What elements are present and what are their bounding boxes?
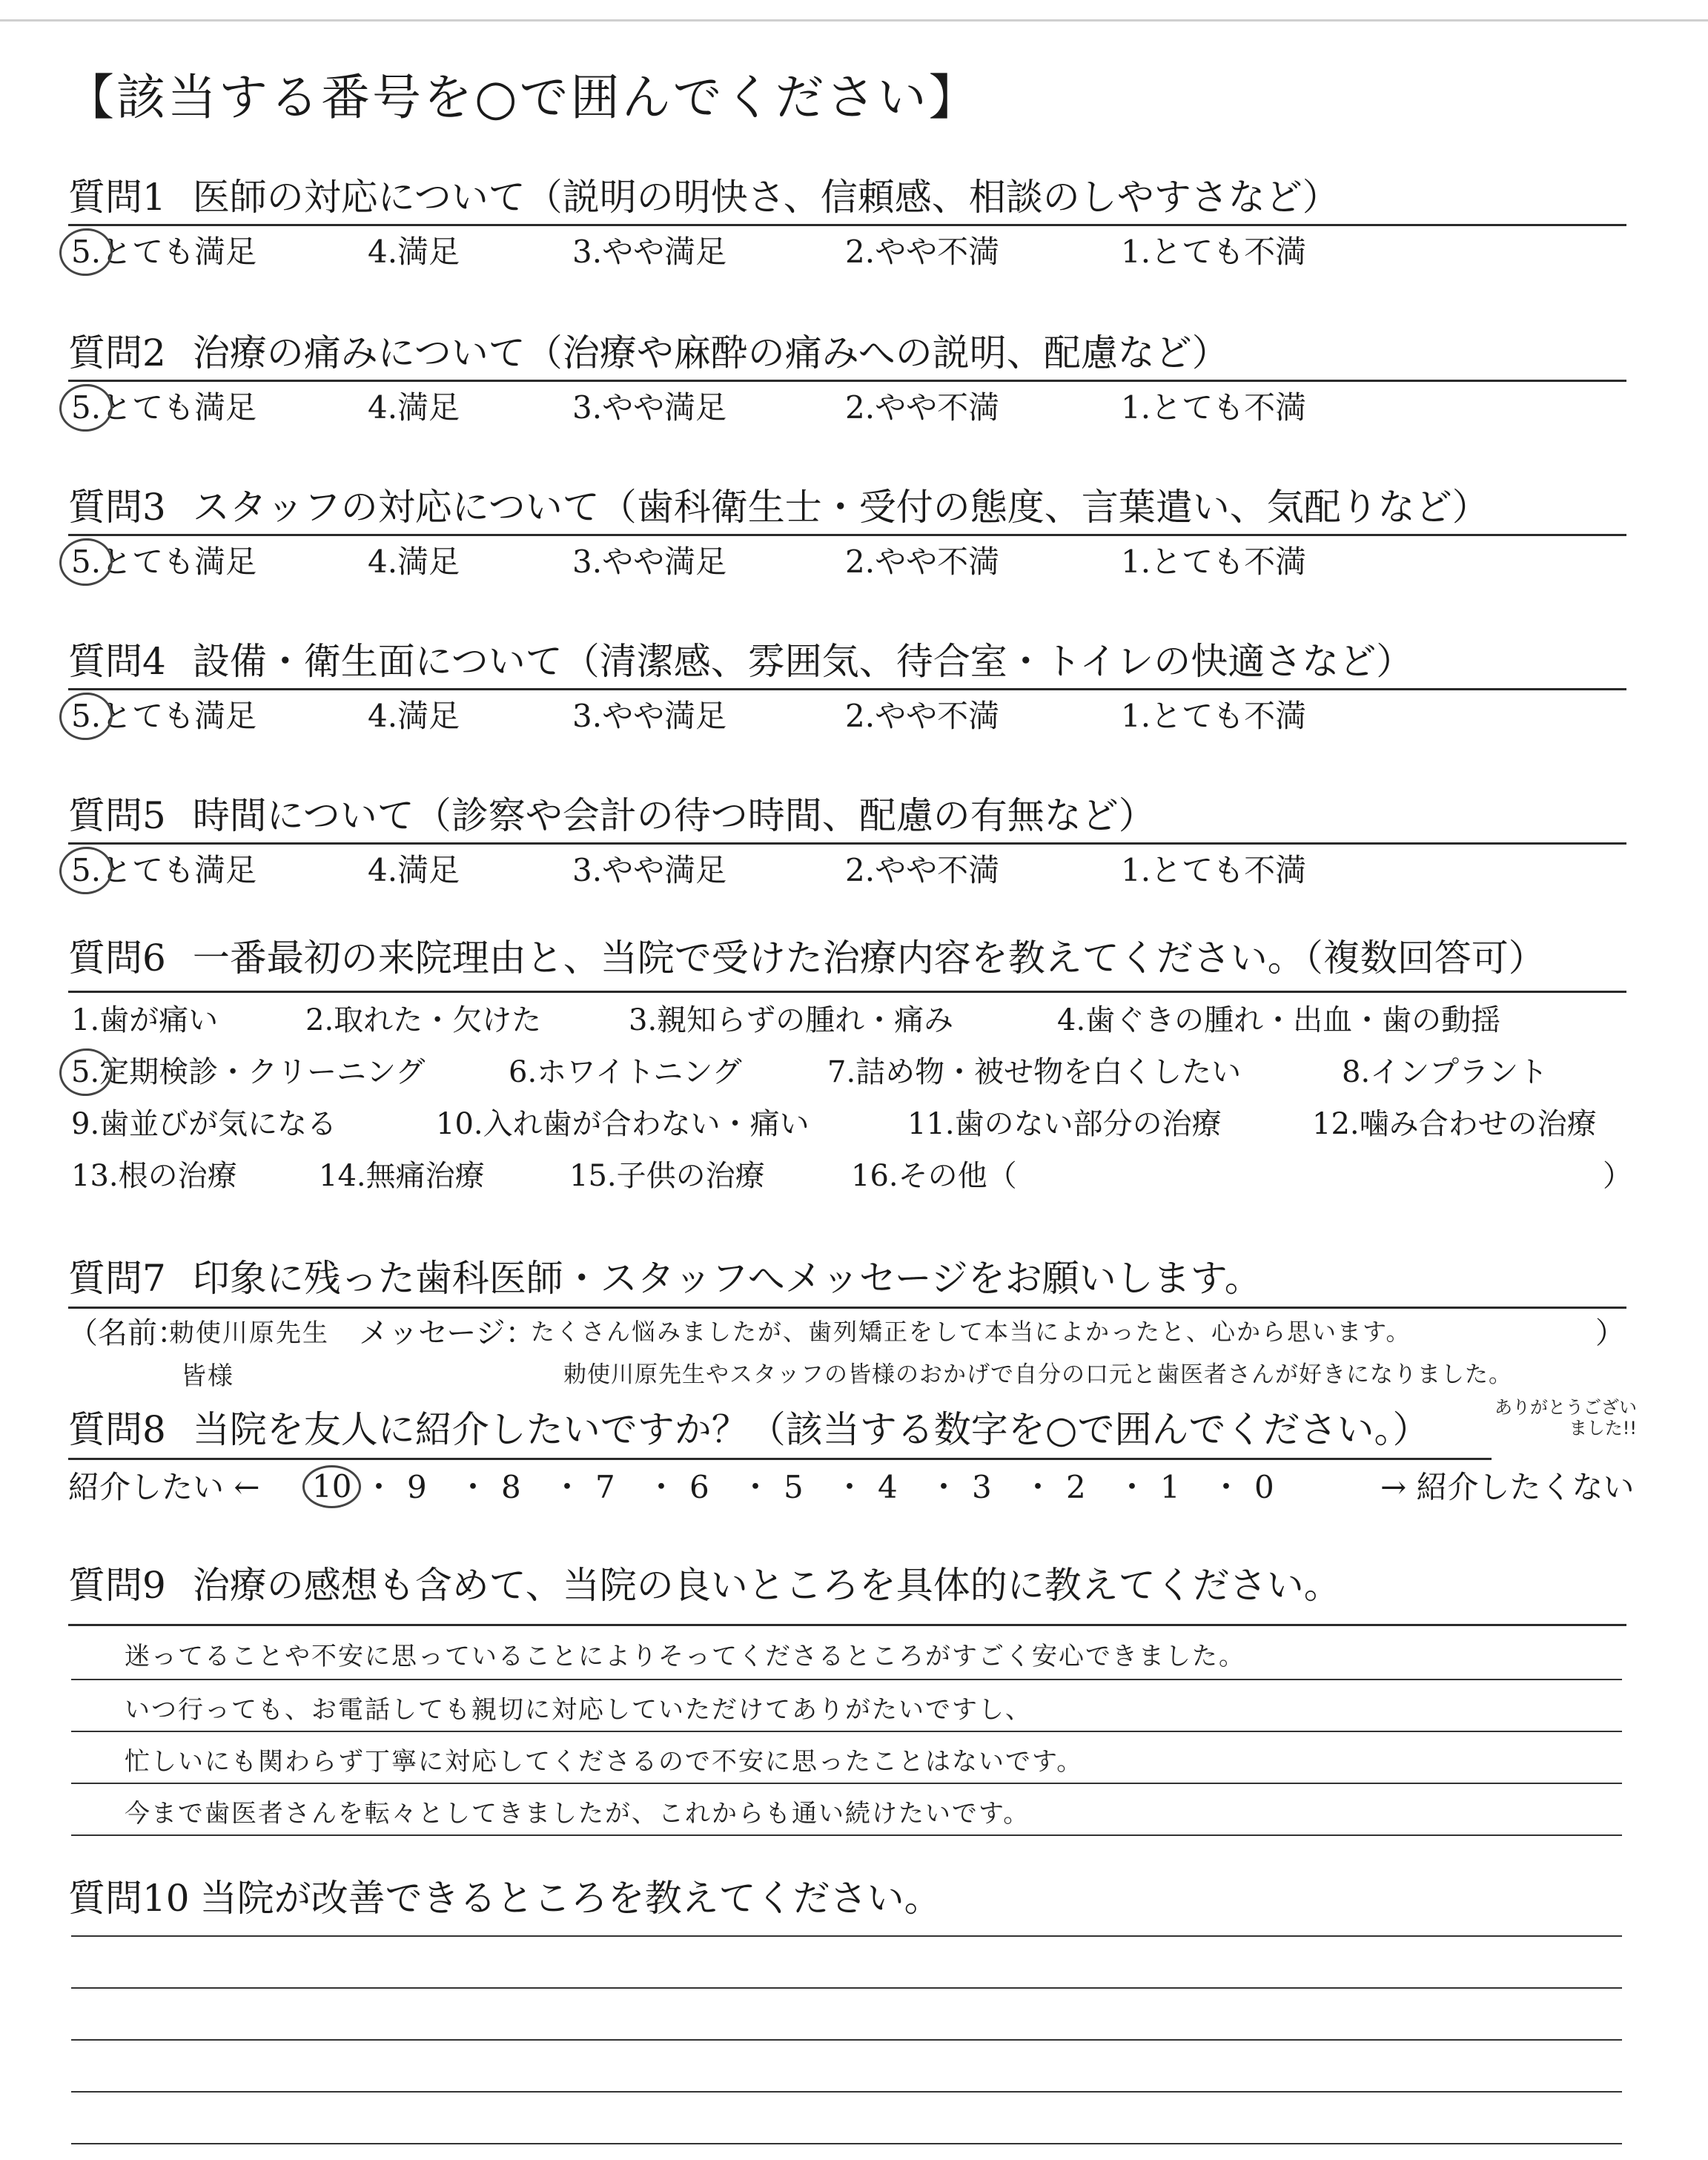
q9-answer-line-2[interactable]: いつ行っても、お電話しても親切に対応していただけてありがたいですし、 xyxy=(125,1695,1032,1725)
q6-option-3[interactable]: 3.親知らずの腫れ・痛み xyxy=(629,1003,954,1037)
question-8-number: 質問8 xyxy=(68,1408,166,1451)
scale-value-0[interactable]: 0 xyxy=(1254,1469,1274,1505)
q7-message-handwritten-3[interactable]: ありがとうございました!! xyxy=(1494,1397,1637,1439)
q6-option-16-close: ） xyxy=(1603,1159,1632,1193)
rating-option-2[interactable]: 2.やや不満 xyxy=(845,389,1000,426)
rating-option-3[interactable]: 3.やや満足 xyxy=(572,852,727,888)
survey-heading: 【該当する番号を○で囲んでください】 xyxy=(65,69,980,126)
question-6-title xyxy=(68,936,1546,980)
q6-option-16[interactable]: 16.その他（ xyxy=(851,1159,1017,1193)
rating-option-3[interactable]: 3.やや満足 xyxy=(572,544,727,580)
q7-message-handwritten-1[interactable]: たくさん悩みましたが、歯列矯正をして本当によかったと、心から思います。 xyxy=(531,1318,1411,1346)
q6-option-9[interactable]: 9.歯並びが気になる xyxy=(71,1107,337,1141)
scale-value-3[interactable]: 3 xyxy=(972,1469,992,1505)
question-7-title xyxy=(68,1256,1262,1301)
q10-writing-line-2[interactable] xyxy=(71,1987,1622,1989)
scale-separator-dot: ・ xyxy=(552,1469,583,1505)
q6-option-15[interactable]: 15.子供の治療 xyxy=(569,1159,765,1193)
q9-writing-line-2 xyxy=(71,1731,1622,1732)
q9-writing-line-3 xyxy=(71,1783,1622,1784)
question-7-number: 質問7 xyxy=(68,1257,166,1300)
question-7-text: 印象に残った歯科医師・スタッフへメッセージをお願いします。 xyxy=(192,1257,1262,1300)
scale-separator-dot: ・ xyxy=(457,1469,489,1505)
rating-option-3[interactable]: 3.やや満足 xyxy=(572,234,727,270)
question-3-rule xyxy=(68,534,1626,536)
question-10-text: 当院が改善できるところを教えてください。 xyxy=(199,1877,941,1920)
question-5-rule xyxy=(68,842,1626,845)
rating-option-1[interactable]: 1.とても不満 xyxy=(1121,698,1307,734)
question-9-text: 治療の感想も含めて、当院の良いところを具体的に教えてください。 xyxy=(192,1564,1341,1607)
scale-value-8[interactable]: 8 xyxy=(501,1469,521,1505)
question-4-title xyxy=(68,639,1413,684)
question-9-title xyxy=(68,1563,1341,1608)
q6-option-6[interactable]: 6.ホワイトニング xyxy=(509,1055,742,1089)
scale-value-5[interactable]: 5 xyxy=(784,1469,804,1505)
q6-option-1[interactable]: 1.歯が痛い xyxy=(71,1003,219,1037)
q10-writing-line-1[interactable] xyxy=(71,1935,1622,1937)
question-1-text: 医師の対応について（説明の明快さ、信頼感、相談のしやすさなど） xyxy=(192,176,1340,219)
rating-option-1[interactable]: 1.とても不満 xyxy=(1121,389,1307,426)
scan-edge xyxy=(0,19,1708,22)
question-3-text: スタッフの対応について（歯科衛生士・受付の態度、言葉遣い、気配りなど） xyxy=(192,486,1489,529)
rating-option-3[interactable]: 3.やや満足 xyxy=(572,389,727,426)
q9-answer-line-1[interactable]: 迷ってることや不安に思っていることによりそってくださるところがすごく安心できました。 xyxy=(125,1642,1245,1671)
scale-separator-dot: ・ xyxy=(834,1469,866,1505)
rating-option-5[interactable]: 5.とても満足 xyxy=(71,389,256,427)
question-1-title xyxy=(68,175,1340,219)
selected-circle-mark xyxy=(57,1046,115,1098)
scale-value-10[interactable]: 10 xyxy=(302,1465,361,1508)
question-6-rule xyxy=(68,991,1626,993)
rating-option-1[interactable]: 1.とても不満 xyxy=(1121,234,1307,270)
question-2-number: 質問2 xyxy=(68,331,166,374)
q9-writing-line-4 xyxy=(71,1834,1622,1836)
question-5-text: 時間について（診察や会計の待つ時間、配慮の有無など） xyxy=(192,794,1156,837)
question-1-number: 質問1 xyxy=(68,176,166,219)
scale-separator-dot: ・ xyxy=(363,1469,395,1505)
q6-option-8[interactable]: 8.インプラント xyxy=(1342,1055,1549,1089)
rating-option-4[interactable]: 4.満足 xyxy=(368,544,460,580)
scale-right-label: → 紹介したくない xyxy=(1380,1469,1635,1505)
rating-option-5[interactable]: 5.とても満足 xyxy=(71,543,256,581)
q7-message-handwritten-2[interactable]: 勅使川原先生やスタッフの皆様のおかげで自分の口元と歯医者さんが好きになりました。 xyxy=(563,1361,1512,1388)
question-4-number: 質問4 xyxy=(68,640,166,683)
q9-answer-line-4[interactable]: 今まで歯医者さんを転々としてきましたが、これからも通い続けたいです。 xyxy=(125,1799,1030,1829)
rating-option-4[interactable]: 4.満足 xyxy=(368,698,460,734)
q7-name-handwritten-1[interactable]: 勅使川原先生 xyxy=(169,1318,329,1348)
q6-option-14[interactable]: 14.無痛治療 xyxy=(319,1159,485,1193)
question-10-number: 質問10 xyxy=(68,1877,190,1920)
q6-option-13[interactable]: 13.根の治療 xyxy=(71,1159,237,1193)
scale-separator-dot: ・ xyxy=(1022,1469,1054,1505)
question-4-rule xyxy=(68,688,1626,690)
q6-option-5[interactable]: 5.定期検診・クリーニング xyxy=(71,1053,425,1091)
q10-writing-line-4[interactable] xyxy=(71,2091,1622,2093)
question-8-title xyxy=(68,1407,1429,1452)
rating-option-5[interactable]: 5.とても満足 xyxy=(71,233,256,271)
scale-value-4[interactable]: 4 xyxy=(878,1469,898,1505)
scale-separator-dot: ・ xyxy=(1211,1469,1242,1505)
question-9-rule xyxy=(68,1624,1626,1626)
question-6-number: 質問6 xyxy=(68,937,166,980)
question-4-text: 設備・衛生面について（清潔感、雰囲気、待合室・トイレの快適さなど） xyxy=(192,640,1414,683)
question-2-rule xyxy=(68,380,1626,382)
question-2-title xyxy=(68,331,1229,375)
question-3-title xyxy=(68,485,1489,529)
q6-option-4[interactable]: 4.歯ぐきの腫れ・出血・歯の動揺 xyxy=(1057,1003,1501,1037)
scale-value-2[interactable]: 2 xyxy=(1066,1469,1086,1505)
rating-option-1[interactable]: 1.とても不満 xyxy=(1121,852,1307,888)
question-8-text: 当院を友人に紹介したいですか？（該当する数字を○で囲んでください。） xyxy=(192,1408,1430,1451)
q6-option-11[interactable]: 11.歯のない部分の治療 xyxy=(907,1107,1222,1141)
question-5-title xyxy=(68,793,1156,838)
question-6-text: 一番最初の来院理由と、当院で受けた治療内容を教えてください。（複数回答可） xyxy=(192,937,1546,980)
scale-left-label: 紹介したい ← xyxy=(68,1469,260,1505)
rating-option-4[interactable]: 4.満足 xyxy=(368,389,460,426)
scale-value-9[interactable]: 9 xyxy=(407,1469,427,1505)
q6-option-12[interactable]: 12.噛み合わせの治療 xyxy=(1312,1107,1597,1141)
q9-answer-line-3[interactable]: 忙しいにも関わらず丁寧に対応してくださるので不安に思ったことはないです。 xyxy=(125,1747,1084,1777)
rating-option-5[interactable]: 5.とても満足 xyxy=(71,851,256,890)
rating-option-2[interactable]: 2.やや不満 xyxy=(845,698,1000,734)
scale-value-1[interactable]: 1 xyxy=(1160,1469,1180,1505)
q7-close-paren: ） xyxy=(1595,1316,1625,1350)
question-5-number: 質問5 xyxy=(68,794,166,837)
question-1-rule xyxy=(68,224,1626,226)
scale-separator-dot: ・ xyxy=(928,1469,960,1505)
q6-option-7[interactable]: 7.詰め物・被せ物を白くしたい xyxy=(827,1055,1242,1089)
rating-option-2[interactable]: 2.やや不満 xyxy=(845,234,1000,270)
q7-name-handwritten-2[interactable]: 皆様 xyxy=(181,1361,234,1391)
scale-value-7[interactable]: 7 xyxy=(595,1469,615,1505)
scale-separator-dot: ・ xyxy=(1116,1469,1148,1505)
rating-option-5[interactable]: 5.とても満足 xyxy=(71,697,256,736)
rating-option-2[interactable]: 2.やや不満 xyxy=(845,544,1000,580)
q7-name-label: （名前： xyxy=(68,1316,187,1350)
question-7-rule xyxy=(68,1307,1626,1309)
q6-option-10[interactable]: 10.入れ歯が合わない・痛い xyxy=(436,1107,810,1141)
question-3-number: 質問3 xyxy=(68,486,166,529)
scale-separator-dot: ・ xyxy=(740,1469,772,1505)
q10-writing-line-3[interactable] xyxy=(71,2039,1622,2041)
rating-option-1[interactable]: 1.とても不満 xyxy=(1121,544,1307,580)
rating-option-2[interactable]: 2.やや不満 xyxy=(845,852,1000,888)
question-10-title xyxy=(68,1876,941,1920)
rating-option-4[interactable]: 4.満足 xyxy=(368,852,460,888)
scale-value-6[interactable]: 6 xyxy=(689,1469,709,1505)
rating-option-4[interactable]: 4.満足 xyxy=(368,234,460,270)
rating-option-3[interactable]: 3.やや満足 xyxy=(572,698,727,734)
scale-separator-dot: ・ xyxy=(646,1469,678,1505)
q7-message-label: メッセージ： xyxy=(359,1316,535,1350)
question-9-number: 質問9 xyxy=(68,1564,166,1607)
q10-writing-line-5[interactable] xyxy=(71,2143,1622,2144)
q9-writing-line-1 xyxy=(71,1679,1622,1680)
q6-option-2[interactable]: 2.取れた・欠けた xyxy=(305,1003,542,1037)
question-2-text: 治療の痛みについて（治療や麻酔の痛みへの説明、配慮など） xyxy=(192,331,1229,374)
question-8-rule xyxy=(68,1458,1492,1460)
